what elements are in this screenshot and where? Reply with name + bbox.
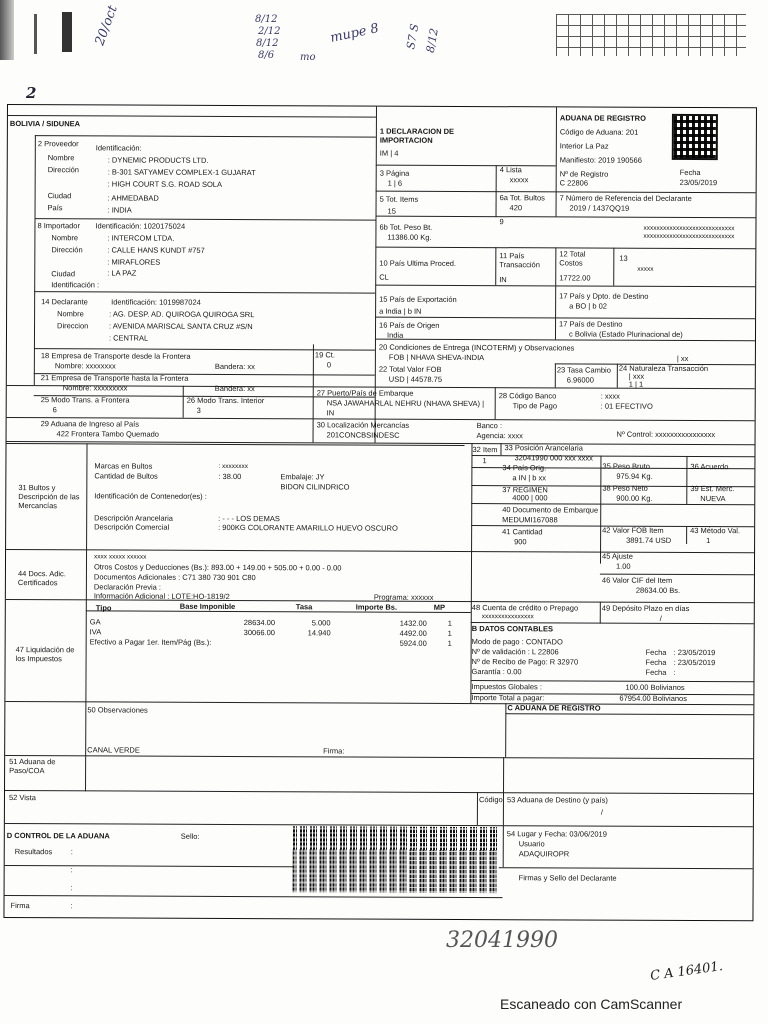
cantidad-label: Cantidad de Bultos (94, 471, 158, 481)
bidon: BIDON CILINDRICO (280, 482, 350, 492)
docs44-l4: Información Adicional : LOTE:HO-1819/2 (93, 591, 230, 601)
pago-label: Tipo de Pago (512, 401, 558, 411)
liq-row1-importe: 4492.00 (399, 628, 427, 638)
proveedor-ciudad: : AHMEDABAD (107, 193, 159, 203)
banco-label: 28 Código Banco (498, 391, 557, 401)
dc-imp-glob-val: 100.00 Bolivianos (625, 682, 685, 692)
import-declaration-form (3, 104, 757, 921)
firma-bottom: Firma (10, 901, 30, 911)
emp-front-nombre: Nombre: xxxxxxxx (54, 361, 116, 371)
manifiesto: Manifiesto: 2019 190566 (559, 155, 642, 165)
liq-efectivo: Efectivo a Pagar 1er. Item/Pág (Bs.): (89, 637, 212, 647)
tasa: 6.96000 (566, 375, 594, 385)
dc-fecha-label-1: Fecha (645, 647, 667, 657)
pais-orig-label: 34 País Orig. (502, 463, 547, 473)
doc-emb-label: 40 Documento de Embarque (502, 505, 599, 515)
declaration-title: 1 DECLARACION DE IMPORTACION (379, 126, 455, 145)
dpto-label: 17 País y Dpto. de Destino (559, 291, 649, 301)
valor-fob: USD | 44578.75 (388, 374, 443, 384)
modo-int: 3 (196, 405, 201, 415)
importador-dir1: : CALLE HANS KUNDT #757 (107, 245, 205, 255)
codigo-label: Código (478, 795, 503, 805)
importador-direccion-label: Dirección (51, 245, 83, 255)
importador-dir2: : MIRAFLORES (107, 257, 161, 267)
embalaje: Embalaje: JY (280, 472, 325, 482)
importador-ciudad: : LA PAZ (107, 268, 137, 278)
cred: xxxxxxxxxxxxxxxx (481, 613, 534, 621)
pais-exp-label: 15 País de Exportación (379, 294, 457, 304)
liq-row0-tasa: 5.000 (311, 618, 331, 628)
ct: 0 (326, 360, 332, 370)
acuerdo-label: 36 Acuerdo (690, 461, 729, 472)
dc-modo: Modo de pago : CONTADO (471, 637, 563, 647)
nine-val2: xxxxxxxxxxxxxxxxxxxxxxxxxxxx (643, 232, 735, 241)
emp-hasta-nombre: Nombre: xxxxxxxxx (62, 383, 128, 393)
hand-corner: C A 16401. (649, 958, 724, 985)
puerto: NSA JAWAHARLAL NEHRU (NHAVA SHEVA) | (326, 398, 485, 409)
dc-imp-total-val: 67954.00 Bolivianos (619, 693, 687, 703)
datos-contables-title: B DATOS CONTABLES (471, 624, 554, 634)
liq-row0-mp: 1 (447, 618, 452, 628)
puerto2: IN (326, 408, 335, 418)
fob-item-label: 42 Valor FOB Item (602, 525, 664, 535)
handwriting-8: 8/12 (423, 27, 441, 54)
nat-label: 24 Naturaleza Transacción (618, 363, 709, 374)
firma-colon: : (70, 901, 73, 911)
proveedor-pais: : INDIA (107, 205, 132, 215)
page-corner-mark-2 (34, 14, 37, 54)
importador-label: 8 Importador (37, 221, 81, 231)
sec31-label: 31 Bultos y Descripción de las Mercancías (18, 483, 80, 511)
declarante-label: 14 Declarante (41, 297, 88, 307)
tot-items-label: 5 Tot. Items (379, 194, 419, 204)
docs44-l2: Documentos Adicionales : C71 380 730 901 C80 (93, 572, 256, 583)
liq-row1-tasa: 14.940 (307, 628, 331, 638)
usuario: Usuario (518, 839, 545, 849)
peso-bruto-label: 35 Peso Bruto (602, 461, 650, 471)
header-bolivia: BOLIVIA / SIDUNEA (9, 119, 81, 129)
handwriting-4: 8/12 (256, 38, 279, 49)
liq-row0-importe: 1432.00 (399, 618, 427, 628)
incoterm-xx: | xx (676, 353, 689, 363)
desc-aran-label: Descripción Arancelaria (94, 513, 174, 523)
thirteen: xxxxx (637, 265, 654, 273)
ref: 2019 / 1437QQ19 (569, 203, 630, 213)
dc-recibo: Nº de Recibo de Pago: R 32970 (471, 657, 579, 667)
marcas: : xxxxxxxx (218, 462, 249, 471)
fob-item: 3891.74 USD (626, 535, 672, 545)
liq-row0-base: 28634.00 (243, 618, 276, 628)
dc-fecha-3: : (673, 667, 676, 677)
hand-number: 32041990 (446, 928, 558, 953)
item-label: 32 Item (472, 445, 498, 455)
liq-row0-tipo: GA (89, 617, 101, 627)
handwriting-5: 8/6 (258, 50, 275, 61)
contenedor-label: Identificación de Contenedor(es) : (94, 491, 207, 501)
cred-label: 48 Cuenta de crédito o Prepago (471, 603, 579, 613)
importador-nombre-label: Nombre (51, 233, 79, 243)
cantidad: : 38.00 (218, 471, 242, 482)
aduana-ing-label: 29 Aduana de Ingreso al País (40, 419, 140, 429)
docs44-label: 44 Docs. Adic. Certificados (17, 569, 66, 588)
pais-orig: a IN | b xx (512, 473, 547, 483)
nine-val1: xxxxxxxxxxxxxxxxxxxxxxxxxxxx (643, 224, 735, 233)
liq-row1-base: 30066.00 (243, 628, 276, 638)
barcode-noise (293, 826, 499, 893)
proveedor-dir1: : B-301 SATYAMEV COMPLEX-1 GUJARAT (107, 167, 256, 178)
liq-efectivo-mp: 1 (447, 638, 452, 648)
lista: xxxxx (509, 175, 529, 185)
nine-label: 9 (499, 217, 504, 227)
marcas-label: Marcas en Bultos (94, 461, 153, 471)
liq-header-importe: Importe Bs. (355, 602, 398, 612)
nro-registro: C 22806 (559, 178, 589, 188)
modo-front-label: 25 Modo Trans. a Frontera (40, 395, 130, 405)
incoterm-label: 20 Condiciones de Entrega (INCOTERM) y Observaciones (378, 342, 575, 353)
pais-exp: a India | b IN (379, 306, 422, 316)
handwriting-1: 20/oct (92, 3, 121, 48)
cantidad41: 900 (514, 537, 527, 547)
lista-label: 4 Lista (499, 165, 522, 175)
posicion: 32041990 000 xxx xxxx (514, 453, 593, 463)
sello: Sello: (180, 831, 200, 841)
posicion-label: 33 Posición Arancelaria (504, 443, 583, 453)
control: Nº Control: xxxxxxxxxxxxxxxx (616, 429, 716, 440)
deposito: / (659, 613, 662, 623)
nat2: 1 | 1 (628, 379, 644, 389)
vista-label: 52 Vista (8, 793, 36, 803)
handwriting-6: mupe 8 (328, 21, 381, 46)
proveedor-id-label: Identificación: (95, 143, 142, 153)
tot-bultos: 420 (509, 203, 523, 213)
emp-front-label: 18 Empresa de Transporte desde la Frontera (40, 351, 191, 361)
destino: c Bolivia (Estado Plurinacional de) (568, 329, 683, 339)
regimen-label: 37 REGIMEN (502, 485, 548, 495)
dc-validacion: Nº de validación : L 22806 (471, 647, 559, 657)
pago: : 01 EFECTIVO (600, 401, 653, 411)
pais-origen: India (386, 330, 404, 340)
fecha: 23/05/2019 (679, 177, 718, 188)
observaciones-label: 50 Observaciones (87, 705, 148, 715)
item: 1 (482, 456, 487, 466)
liq-header-tasa: Tasa (295, 602, 313, 612)
declarante-direccion-label: Direccion (57, 321, 89, 331)
doc-emb: MEDUMI167088 (502, 515, 558, 525)
banco: : xxxx (600, 391, 620, 401)
dc-fecha-2: : 23/05/2019 (673, 657, 716, 668)
emp-hasta-label: 21 Empresa de Transporte hasta la Frontera (40, 373, 189, 383)
importador-id: Identificación: 1020175024 (95, 221, 186, 231)
liq-row1-tipo: IVA (89, 627, 102, 637)
handwriting-7: S7 S (404, 22, 422, 51)
dc-fecha-1: : 23/05/2019 (673, 647, 716, 658)
desc-aran: : - - - LOS DEMAS (218, 513, 280, 524)
c-aduana-registro: C ADUANA DE REGISTRO (507, 703, 601, 713)
banco2: Banco : (476, 421, 503, 431)
declarante-dir2: : CENTRAL (108, 333, 149, 343)
declarante-id: Identificación: 1019987024 (111, 297, 201, 307)
usuario-val: ADAQUIROPR (518, 849, 570, 859)
emp-hasta-bandera: Bandera: xx (214, 383, 255, 394)
control-aduana-label: D CONTROL DE LA ADUANA (6, 831, 110, 841)
local-label: 30 Localización Mercancías (316, 420, 410, 430)
agencia: Agencia: xxxx (476, 431, 523, 441)
proveedor-label: 2 Proveedor (37, 139, 79, 149)
emp-front-bandera: Bandera: xx (214, 361, 255, 372)
resultados-colon-1: : (70, 847, 73, 857)
docs44-programa: Programa: xxxxxx (373, 592, 434, 602)
docs44-l3: Declaración Previa : (93, 582, 162, 592)
dc-imp-glob: Impuestos Globales : (471, 682, 542, 692)
dc-imp-total: Importe Total a pagar: (471, 693, 545, 703)
fecha-label: Fecha (679, 167, 701, 178)
page-edge-shadow (0, 0, 14, 60)
est-merc: NUEVA (700, 494, 726, 504)
pais-trans: IN (499, 275, 507, 285)
docs44-l0: xxxx xxxxx xxxxxx (94, 553, 147, 561)
importador-ident-label: Identificación : (51, 280, 100, 290)
tot-bultos-label: 6a Tot. Bultos (499, 193, 545, 203)
deposito-label: 49 Depósito Plazo en días (601, 603, 690, 613)
costos: 17722.00 (559, 273, 591, 283)
ref-label: 7 Número de Referencia del Declarante (559, 193, 692, 203)
pais-proc-label: 10 País Ultima Proced. (379, 258, 457, 268)
proveedor-pais-label: País (47, 203, 63, 213)
aduana-registro-title: ADUANA DE REGISTRO (559, 113, 646, 123)
declaration-value: IM | 4 (379, 148, 399, 158)
lugar-fecha: 54 Lugar y Fecha: 03/06/2019 (506, 829, 607, 839)
paso-label: 51 Aduana de Paso/COA (9, 757, 56, 776)
resultados-colon-3: : (70, 883, 73, 893)
codigo-aduana: Código de Aduana: 201 (559, 127, 639, 137)
metodo: 1 (706, 536, 711, 546)
declarante-nombre-label: Nombre (57, 309, 84, 319)
tot-items: 15 (387, 206, 396, 216)
peso-neto: 900.00 Kg. (616, 493, 653, 503)
desc-com: : 900KG COLORANTE AMARILLO HUEVO OSCURO (218, 522, 398, 533)
puerto-label: 27 Puerto/País de Embarque (316, 388, 414, 398)
pais-trans-label: 11 País Transacción (499, 251, 540, 270)
valor-fob-label: 22 Total Valor FOB (378, 364, 442, 374)
metodo-label: 43 Método Val. (690, 525, 741, 536)
importador-ciudad-label: Ciudad (51, 269, 76, 279)
cif-label: 46 Valor CIF del Item (601, 575, 673, 585)
cif: 28634.00 Bs. (635, 585, 681, 595)
peso-bruto: 975.94 Kg. (616, 471, 653, 481)
destino-aduana-label: 53 Aduana de Destino (y país) (506, 795, 608, 805)
proveedor-nombre: : DYNEMIC PRODUCTS LTD. (107, 155, 209, 165)
importador-nombre: : INTERCOM LTDA. (107, 233, 175, 243)
handwriting-3: 2/12 (258, 26, 281, 37)
proveedor-direccion-label: Dirección (47, 165, 79, 175)
pais-proc: CL (379, 272, 389, 282)
tasa-label: 23 Tasa Cambio (556, 365, 611, 375)
liq-header-mp: MP (433, 602, 446, 612)
dc-fecha-label-3: Fecha (645, 667, 667, 677)
proveedor-nombre-label: Nombre (47, 153, 75, 163)
pais-origen-label: 16 País de Origen (379, 320, 440, 330)
firmas-declarante: Firmas y Sello del Declarante (518, 873, 617, 883)
dc-fecha-label-2: Fecha (645, 657, 667, 667)
modo-int-label: 26 Modo Trans. Interior (186, 395, 265, 406)
declarante-dir1: : AVENIDA MARISCAL SANTA CRUZ #S/N (109, 321, 253, 332)
peso-label: 6b Tot. Peso Bt. (379, 222, 433, 232)
destino-aduana-val: / (600, 807, 604, 817)
page-corner-mark (62, 12, 72, 52)
ajuste-label: 45 Ajuste (602, 551, 633, 561)
handwriting-2: 8/12 (255, 14, 278, 25)
camscanner-label: Escaneado con CamScanner (500, 996, 683, 1012)
regimen: 4000 | 000 (512, 493, 548, 503)
resultados-colon-2: : (70, 865, 73, 875)
checkbox-grid (556, 14, 746, 56)
ajuste: 1.00 (615, 561, 631, 571)
pagina-label: 3 Página (379, 168, 410, 178)
handwriting-mark-2: 2 (26, 84, 37, 102)
incoterm: FOB | NHAVA SHEVA-INDIA (388, 352, 485, 363)
liq-header-base: Base Imponible (179, 601, 236, 612)
dpto: a BO | b 02 (569, 301, 607, 311)
liq-header-tipo: Tipo (95, 603, 112, 613)
pagina: 1 | 6 (387, 178, 403, 188)
proveedor-ciudad-label: Ciudad (47, 191, 72, 201)
est-merc-label: 39 Est. Merc. (690, 483, 735, 494)
desc-com-label: Descripción Comercial (94, 522, 170, 532)
liq-efectivo-val: 5924.00 (399, 638, 427, 648)
canal: CANAL VERDE (87, 745, 140, 755)
declarante-nombre: : AG. DESP. AD. QUIROGA QUIROGA SRL (109, 309, 255, 320)
interior: Interior La Paz (559, 141, 609, 151)
nro-registro-label: Nº de Registro (559, 169, 609, 179)
qr-code (672, 114, 718, 160)
docs44-l1: Otros Costos y Deducciones (Bs.): 893.00 + 149.00 + 505.00 + 0.00 - 0.00 (93, 562, 342, 573)
resultados: Resultados (14, 847, 53, 857)
thirteen-label: 13 (619, 253, 628, 263)
aduana-ing: 422 Frontera Tambo Quemado (56, 429, 160, 439)
costos-label: 12 Total Costos (559, 249, 586, 268)
cantidad41-label: 41 Cantidad (502, 527, 543, 537)
handwriting-9: mo (300, 52, 316, 63)
obs-firma: Firma: (323, 746, 345, 756)
local: 201CONCBSINDESC (326, 430, 400, 440)
liquidacion-label: 47 Liquidación de los Impuestos (15, 645, 75, 664)
modo-front: 6 (52, 405, 57, 415)
destino-label: 17 País de Destino (559, 319, 623, 329)
proveedor-dir2: : HIGH COURT S.G. ROAD SOLA (107, 179, 222, 189)
peso: 11386.00 Kg. (387, 232, 432, 242)
dc-garantia: Garantía : 0.00 (471, 667, 522, 677)
ct-label: 19 Ct. (314, 350, 335, 360)
peso-neto-label: 38 Peso Neto (602, 483, 648, 493)
liq-row1-mp: 1 (447, 628, 452, 638)
nat1: | xxx (628, 371, 645, 381)
